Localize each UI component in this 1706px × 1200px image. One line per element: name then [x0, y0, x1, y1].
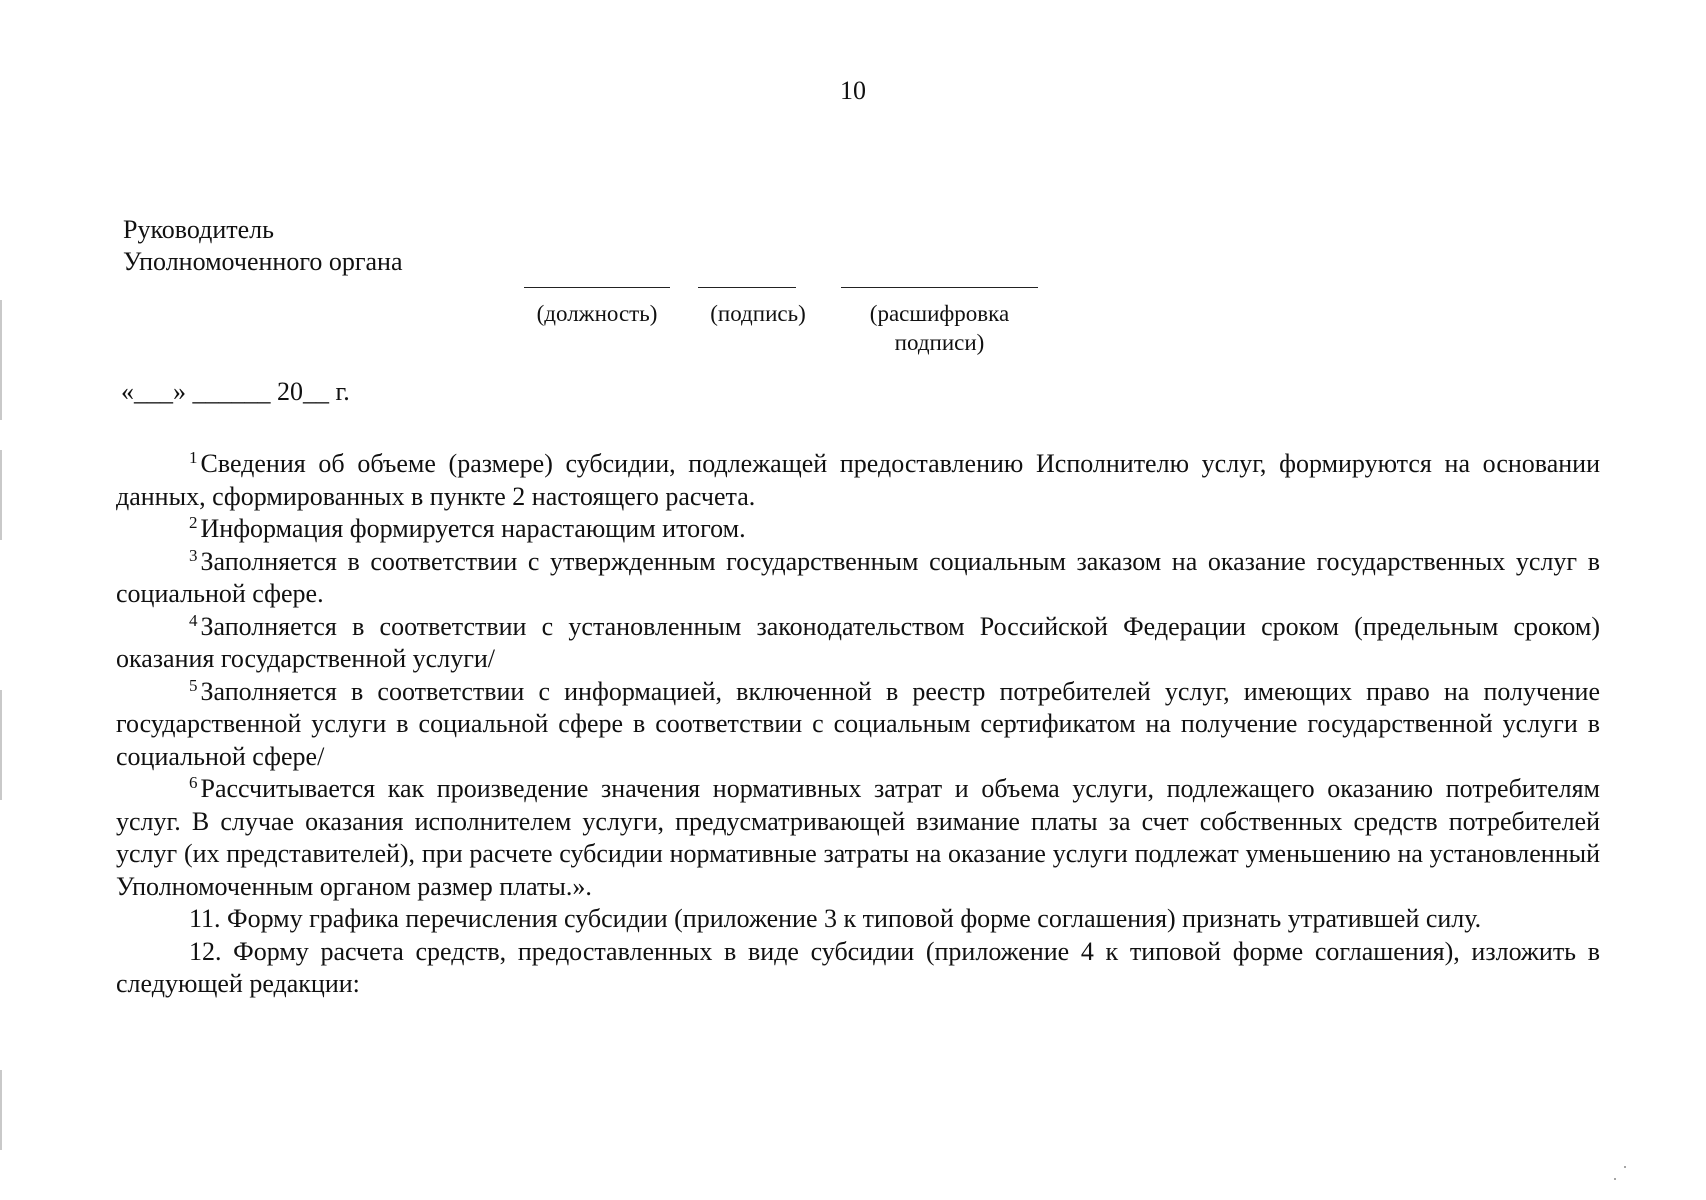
scan-edge-mark: [0, 1070, 2, 1150]
footnote-number: 2: [189, 513, 198, 532]
footnote-text: Заполняется в соответствии с утвержденным государственным социальным заказом на оказание государственных услуг в социальной сфере.: [116, 546, 1600, 608]
signature-blank-line: [698, 287, 796, 288]
footnote: [116, 773, 1600, 903]
footnote-number: 4: [189, 610, 198, 630]
footnote-text: Информация формируется нарастающим итогом.: [200, 514, 746, 543]
page-number: 10: [840, 76, 866, 105]
position-blank-line: [524, 287, 670, 288]
date-line: «___» ______ 20__ г.: [121, 377, 350, 406]
footnote-number: 6: [189, 773, 198, 792]
signatory-title-line1: Руководитель: [123, 215, 274, 244]
scan-edge-mark: [0, 450, 2, 540]
signature-caption: (подпись): [710, 301, 806, 326]
scan-speck: [1614, 1178, 1616, 1180]
position-caption: (должность): [536, 301, 658, 326]
signatory-title-line2: Уполномоченного органа: [123, 247, 403, 276]
paragraph-12: 12. Форму расчета средств, предоставленных в виде субсидии (приложение 4 к типовой форме соглашения), изложить в следующей редакции:: [116, 936, 1600, 998]
footnote-text: Рассчитывается как произведение значения нормативных затрат и объема услуги, подлежащего оказанию потребителям услуг. В случае оказания исполнителем услуги, предусматривающей взимание платы за счет собственных средств потребителей услуг (их представителей), при расчете субсидии нормативные затраты на оказание услуги подлежат уменьшению на установленный Уполномоченным органом размер платы.».: [116, 774, 1600, 901]
footnote: [116, 676, 1600, 774]
footnote-number: 3: [189, 545, 198, 565]
paragraph-11: 11. Форму графика перечисления субсидии (приложение 3 к типовой форме соглашения) признать утратившей силу.: [189, 904, 1482, 933]
decoding-blank-line: [841, 287, 1038, 288]
footnote-text: Заполняется в соответствии с установленным законодательством Российской Федерации сроком (предельным сроком) оказания государственной услуги/: [116, 611, 1600, 673]
footnote: [116, 611, 1600, 676]
decoding-caption-line1: (расшифровка: [869, 301, 1010, 326]
footnote-text: Заполняется в соответствии с информацией, включенной в реестр потребителей услуг, имеющих право на получение государственной услуги в социальной сфере в соответствии с социальным сертификатом на получение государственной услуги в социальной сфере/: [116, 676, 1600, 771]
scan-speck: [1624, 1166, 1626, 1168]
footnotes-section: [116, 448, 1600, 1001]
footnote-number: 1: [189, 448, 198, 467]
footnote: [116, 448, 1600, 513]
footnote: [116, 513, 1600, 546]
decoding-caption-line2: подписи): [894, 330, 985, 355]
scan-edge-mark: [0, 690, 2, 800]
scan-edge-mark: [0, 300, 2, 420]
footnote-number: 5: [189, 675, 198, 695]
footnote-text: Сведения об объеме (размере) субсидии, подлежащей предоставлению Исполнителю услуг, формируются на основании данных, сформированных в пункте 2 настоящего расчета.: [116, 449, 1600, 511]
footnote: [116, 546, 1600, 611]
decoding-caption: [841, 299, 1038, 357]
